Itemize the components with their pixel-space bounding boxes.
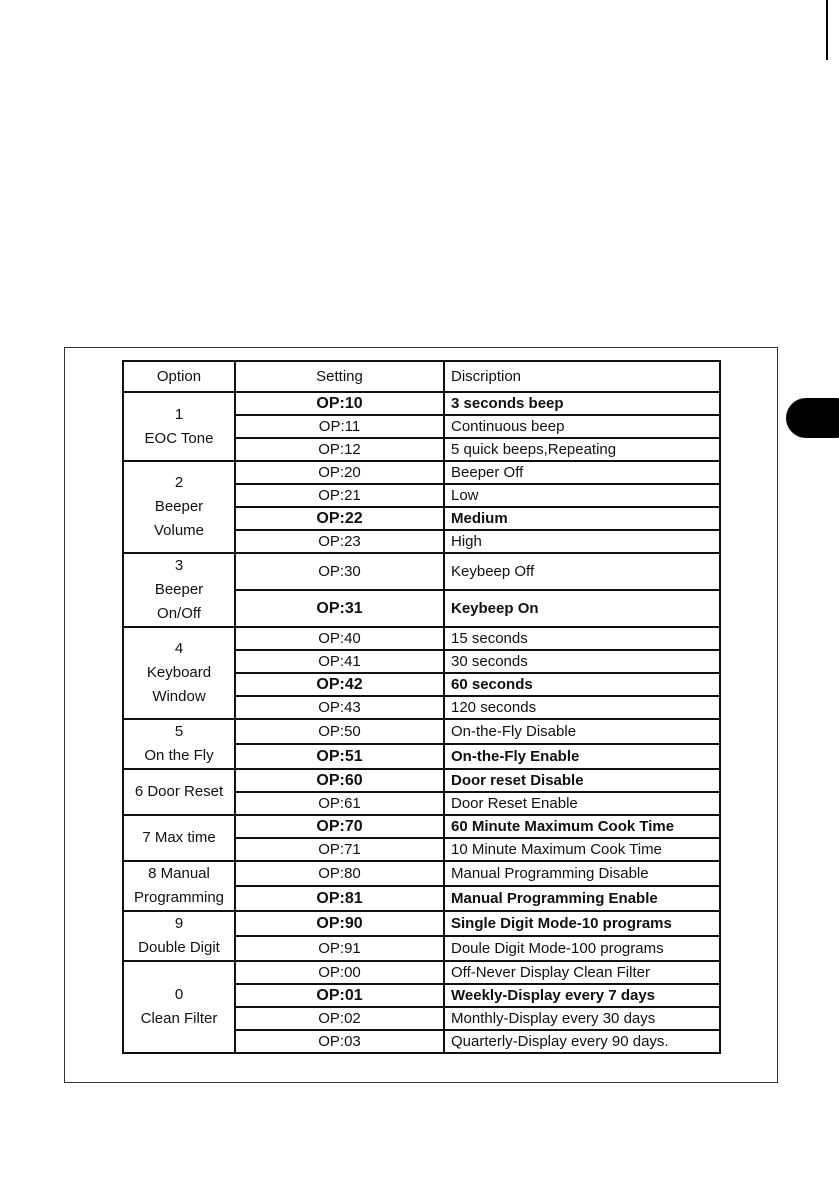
setting-code: OP:41 [235, 650, 444, 673]
option-label: 6 Door Reset [123, 769, 235, 815]
setting-description: Single Digit Mode-10 programs [444, 911, 720, 936]
setting-code: OP:12 [235, 438, 444, 461]
setting-description: High [444, 530, 720, 553]
table-row [123, 861, 720, 886]
setting-code: OP:03 [235, 1030, 444, 1053]
option-label: 9 Double Digit [123, 911, 235, 961]
header-description: Discription [444, 361, 720, 392]
table-row [123, 769, 720, 792]
table-row [123, 461, 720, 484]
table-row [123, 719, 720, 744]
option-label: 8 Manual Programming [123, 861, 235, 911]
setting-description: Keybeep On [444, 590, 720, 627]
setting-code: OP:51 [235, 744, 444, 769]
setting-description: 60 Minute Maximum Cook Time [444, 815, 720, 838]
setting-description: On-the-Fly Disable [444, 719, 720, 744]
crop-mark-line [826, 0, 828, 60]
setting-code: OP:91 [235, 936, 444, 961]
setting-description: Medium [444, 507, 720, 530]
option-label: 5 On the Fly [123, 719, 235, 769]
chapter-tab [786, 398, 839, 438]
option-label: 2 Beeper Volume [123, 461, 235, 553]
table-row [123, 911, 720, 936]
setting-code: OP:60 [235, 769, 444, 792]
options-table-body [123, 392, 720, 1053]
table-row [123, 553, 720, 590]
setting-description: 5 quick beeps,Repeating [444, 438, 720, 461]
setting-description: Monthly-Display every 30 days [444, 1007, 720, 1030]
setting-description: Continuous beep [444, 415, 720, 438]
setting-code: OP:30 [235, 553, 444, 590]
setting-code: OP:71 [235, 838, 444, 861]
setting-description: Weekly-Display every 7 days [444, 984, 720, 1007]
table-row [123, 392, 720, 415]
option-label: 7 Max time [123, 815, 235, 861]
setting-code: OP:11 [235, 415, 444, 438]
setting-description: Low [444, 484, 720, 507]
setting-code: OP:42 [235, 673, 444, 696]
setting-description: Quarterly-Display every 90 days. [444, 1030, 720, 1053]
table-row [123, 815, 720, 838]
setting-description: Off-Never Display Clean Filter [444, 961, 720, 984]
table-header-row [123, 361, 720, 392]
setting-description: Door Reset Enable [444, 792, 720, 815]
setting-code: OP:90 [235, 911, 444, 936]
setting-code: OP:61 [235, 792, 444, 815]
option-label: 3 Beeper On/Off [123, 553, 235, 627]
setting-code: OP:50 [235, 719, 444, 744]
setting-description: Door reset Disable [444, 769, 720, 792]
setting-code: OP:20 [235, 461, 444, 484]
setting-code: OP:01 [235, 984, 444, 1007]
setting-description: 10 Minute Maximum Cook Time [444, 838, 720, 861]
setting-description: 120 seconds [444, 696, 720, 719]
setting-description: Manual Programming Disable [444, 861, 720, 886]
option-label: 1 EOC Tone [123, 392, 235, 461]
setting-code: OP:21 [235, 484, 444, 507]
setting-description: 15 seconds [444, 627, 720, 650]
setting-description: 60 seconds [444, 673, 720, 696]
setting-description: Keybeep Off [444, 553, 720, 590]
setting-code: OP:81 [235, 886, 444, 911]
setting-code: OP:23 [235, 530, 444, 553]
table-row [123, 961, 720, 984]
setting-description: 30 seconds [444, 650, 720, 673]
option-label: 0 Clean Filter [123, 961, 235, 1053]
option-label: 4 Keyboard Window [123, 627, 235, 719]
setting-description: Manual Programming Enable [444, 886, 720, 911]
setting-code: OP:43 [235, 696, 444, 719]
setting-description: On-the-Fly Enable [444, 744, 720, 769]
setting-code: OP:00 [235, 961, 444, 984]
table-row [123, 627, 720, 650]
options-table [122, 360, 721, 1054]
setting-description: Doule Digit Mode-100 programs [444, 936, 720, 961]
setting-code: OP:02 [235, 1007, 444, 1030]
setting-code: OP:10 [235, 392, 444, 415]
setting-code: OP:70 [235, 815, 444, 838]
setting-description: 3 seconds beep [444, 392, 720, 415]
header-setting: Setting [235, 361, 444, 392]
setting-code: OP:80 [235, 861, 444, 886]
setting-code: OP:31 [235, 590, 444, 627]
setting-description: Beeper Off [444, 461, 720, 484]
header-option: Option [123, 361, 235, 392]
setting-code: OP:22 [235, 507, 444, 530]
setting-code: OP:40 [235, 627, 444, 650]
